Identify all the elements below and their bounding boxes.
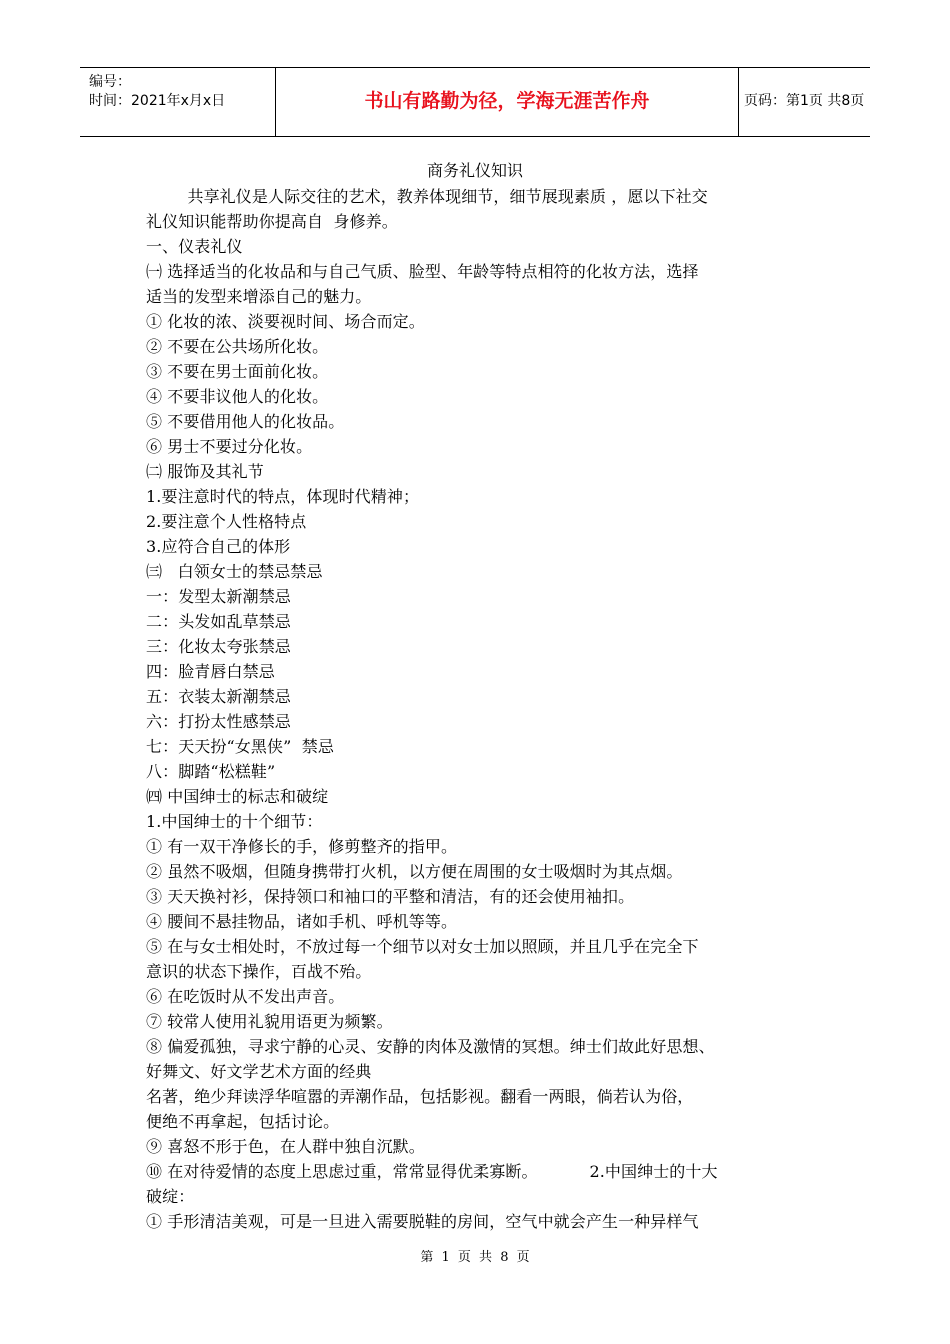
- header-page-cell: [738, 68, 870, 136]
- body-line: 2.要注意个人性格特点: [146, 512, 307, 531]
- page-number-label: 页码：第1页 共8页: [744, 93, 865, 109]
- body-line: ③ 天天换衬衫，保持领口和袖口的平整和清洁，有的还会使用袖扣。: [146, 887, 635, 906]
- body-line: ① 有一双干净修长的手，修剪整齐的指甲。: [146, 837, 458, 856]
- body-line: ㈡ 服饰及其礼节: [146, 462, 264, 481]
- code-label: 编号：: [89, 74, 131, 90]
- body-line: 名著，绝少拜读浮华喧嚣的弄潮作品，包括影视。翻看一两眼，倘若认为俗，: [146, 1087, 694, 1106]
- body-line: 八：脚踏“松糕鞋”: [146, 762, 276, 781]
- document-body: [146, 184, 836, 1234]
- body-line: 七：天天扮“女黑侠” 禁忌: [146, 737, 334, 756]
- body-line: ③ 不要在男士面前化妆。: [146, 362, 329, 381]
- document-title: 商务礼仪知识: [426, 161, 523, 180]
- body-line: 1.中国绅士的十个细节：: [146, 812, 323, 831]
- body-line: ⑦ 较常人使用礼貌用语更为频繁。: [146, 1012, 393, 1031]
- page-footer: 第 1 页 共 8 页: [420, 1250, 530, 1265]
- body-line: 四：脸青唇白禁忌: [146, 662, 275, 681]
- body-line: 好舞文、好文学艺术方面的经典: [146, 1062, 372, 1081]
- body-line: ① 手形清洁美观，可是一旦进入需要脱鞋的房间，空气中就会产生一种异样气: [146, 1212, 699, 1231]
- time-label: 时间：2021年x月x日: [89, 93, 226, 109]
- body-line: 一：发型太新潮禁忌: [146, 587, 291, 606]
- header-meta-cell: [80, 68, 275, 136]
- body-line: ⑤ 在与女士相处时，不放过每一个细节以对女士加以照顾，并且几乎在完全下: [146, 937, 699, 956]
- body-line: 五：衣装太新潮禁忌: [146, 687, 291, 706]
- body-line: 意识的状态下操作，百战不殆。: [146, 962, 372, 981]
- body-line: 一、仪表礼仪: [146, 237, 243, 256]
- body-line: ① 化妆的浓、淡要视时间、场合而定。: [146, 312, 425, 331]
- body-line: 二：头发如乱草禁忌: [146, 612, 291, 631]
- body-line: 共享礼仪是人际交往的艺术，教养体现细节，细节展现素质 ，愿以下社交: [146, 187, 708, 206]
- body-line: 破绽：: [146, 1187, 195, 1206]
- body-line: 礼仪知识能帮助你提高自 身修养。: [146, 212, 398, 231]
- body-line: ⑧ 偏爱孤独，寻求宁静的心灵、安静的肉体及激情的冥想。绅士们故此好思想、: [146, 1037, 715, 1056]
- document-header: [80, 67, 870, 137]
- body-line: ④ 腰间不悬挂物品，诸如手机、呼机等等。: [146, 912, 458, 931]
- body-line: ⑥ 在吃饭时从不发出声音。: [146, 987, 345, 1006]
- body-line: ⑩ 在对待爱情的态度上思虑过重，常常显得优柔寡断。 2.中国绅士的十大: [146, 1162, 718, 1181]
- header-motto-cell: [275, 68, 739, 136]
- body-line: ⑨ 喜怒不形于色，在人群中独自沉默。: [146, 1137, 425, 1156]
- body-line: ⑤ 不要借用他人的化妆品。: [146, 412, 345, 431]
- body-line: ㈣ 中国绅士的标志和破绽: [146, 787, 329, 806]
- body-line: ② 不要在公共场所化妆。: [146, 337, 329, 356]
- body-line: ⑥ 男士不要过分化妆。: [146, 437, 313, 456]
- body-line: ② 虽然不吸烟，但随身携带打火机，以方便在周围的女士吸烟时为其点烟。: [146, 862, 683, 881]
- body-line: 1.要注意时代的特点，体现时代精神；: [146, 487, 420, 506]
- motto-text: 书山有路勤为径，学海无涯苦作舟: [364, 90, 650, 112]
- body-line: ④ 不要非议他人的化妆。: [146, 387, 329, 406]
- body-line: ㈠ 选择适当的化妆品和与自己气质、脸型、年龄等特点相符的化妆方法，选择: [146, 262, 699, 281]
- body-line: 便绝不再拿起，包括讨论。: [146, 1112, 340, 1131]
- body-line: 三：化妆太夸张禁忌: [146, 637, 291, 656]
- body-line: ㈢ 白领女士的禁忌禁忌: [146, 562, 323, 581]
- body-line: 3.应符合自己的体形: [146, 537, 291, 556]
- body-line: 适当的发型来增添自己的魅力。: [146, 287, 372, 306]
- body-line: 六：打扮太性感禁忌: [146, 712, 291, 731]
